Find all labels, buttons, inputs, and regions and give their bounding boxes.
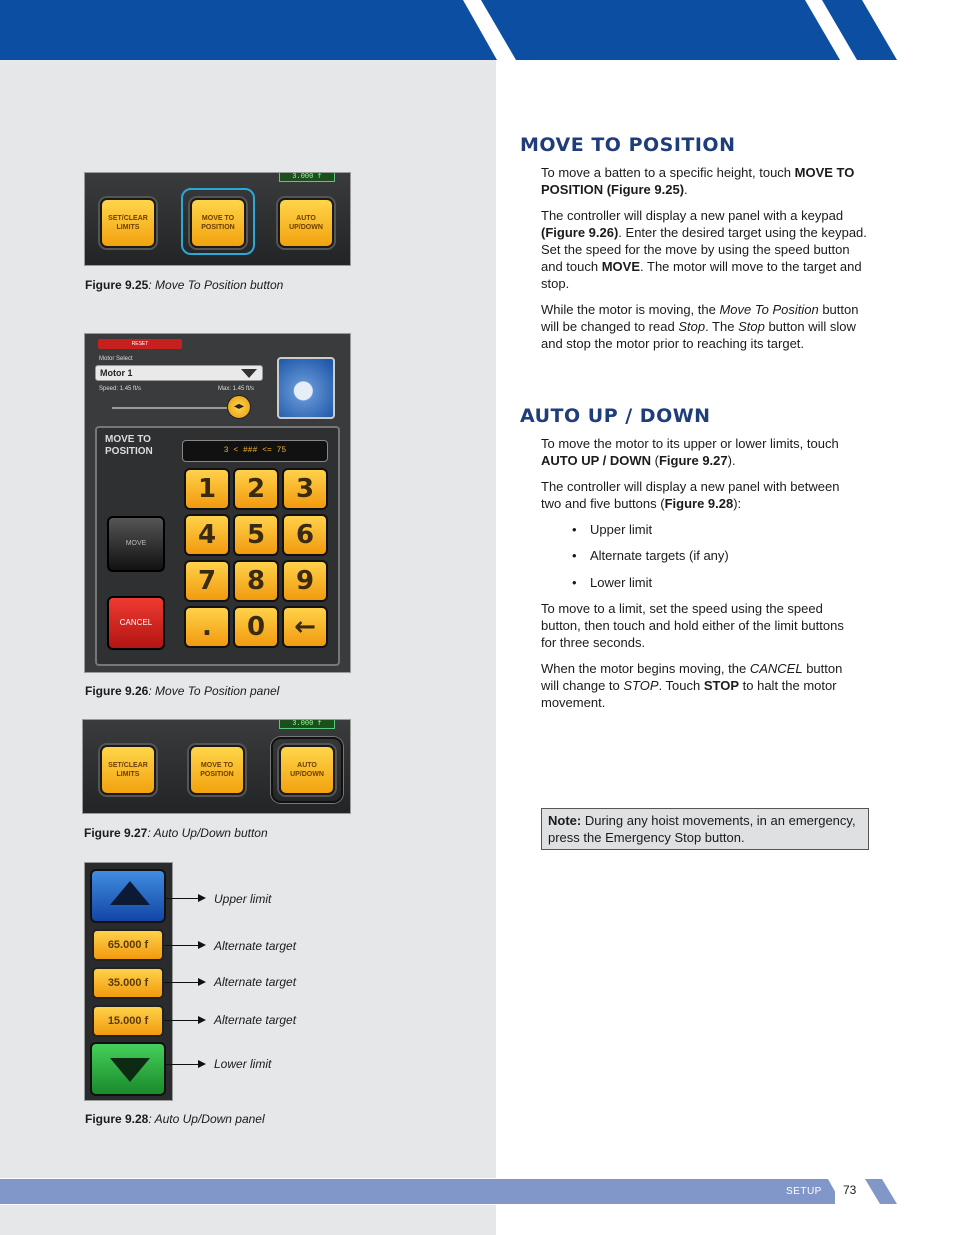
alternate-target-button[interactable]: 15.000 f (92, 1005, 164, 1037)
move-to-position-panel (95, 426, 340, 666)
arrow-right-icon (164, 1064, 204, 1065)
panel-title: MOVE TO POSITION (105, 434, 153, 457)
keypad-key-4[interactable]: 4 (184, 514, 230, 556)
arrow-up-icon (110, 881, 150, 905)
keypad-key-5[interactable]: 5 (233, 514, 279, 556)
figure-9-25-image (84, 172, 351, 266)
max-label: Max: 1.45 ft/s (218, 386, 255, 392)
speed-slider-track[interactable] (112, 407, 242, 409)
paragraph: While the motor is moving, the Move To Position button will be changed to read Stop. The Stop button will slow and stop the motor prior to reaching its target. (541, 302, 859, 351)
figure-9-25-caption (85, 278, 283, 292)
cancel-button[interactable]: CANCEL (107, 596, 165, 650)
caption-text: : Auto Up/Down button (147, 826, 268, 840)
footer-section-label: SETUP (786, 1186, 822, 1197)
bullet-item: • Upper limit (573, 522, 652, 537)
header-band (0, 0, 954, 60)
paragraph: The controller will display a new panel with between two and five buttons (Figure 9.28): (541, 479, 840, 511)
figure-9-27-image (82, 719, 351, 814)
arrow-right-icon (164, 945, 204, 946)
caption-label: Figure 9.26 (85, 684, 149, 698)
alternate-target-label: Alternate target (214, 975, 297, 989)
alternate-target-button[interactable]: 65.000 f (92, 929, 164, 961)
caption-text: : Move To Position button (148, 278, 284, 292)
chevron-down-icon (241, 369, 257, 378)
arrow-down-icon (110, 1058, 150, 1082)
figure-9-27-caption (84, 826, 268, 840)
arrow-right-icon (164, 898, 204, 899)
alternate-target-button[interactable]: 35.000 f (92, 967, 164, 999)
set-clear-limits-button[interactable]: SET/CLEAR LIMITS (100, 198, 156, 248)
keypad-key-2[interactable]: 2 (233, 468, 279, 510)
keypad-key-6[interactable]: 6 (282, 514, 328, 556)
bullet-item: • Lower limit (573, 575, 652, 590)
caption-label: Figure 9.28 (85, 1112, 149, 1126)
arrow-right-icon (164, 982, 204, 983)
move-button[interactable]: MOVE (107, 516, 165, 572)
caption-label: Figure 9.25 (85, 278, 149, 292)
bullet-item: • Alternate targets (if any) (573, 548, 729, 563)
upper-limit-button[interactable] (90, 869, 166, 923)
paragraph: The controller will display a new panel with a keypad (Figure 9.26). Enter the desired target using the keypad. Set the speed for the move by using the speed button and touch MOVE. The motor will move to the target and stop. (541, 208, 867, 291)
move-to-position-button[interactable]: MOVE TO POSITION (190, 198, 246, 248)
page-number: 73 (843, 1183, 857, 1197)
lower-limit-button[interactable] (90, 1042, 166, 1096)
set-clear-limits-button[interactable]: SET/CLEAR LIMITS (100, 745, 156, 795)
note-box (541, 808, 869, 850)
caption-text: : Auto Up/Down panel (148, 1112, 265, 1126)
lower-limit-label: Lower limit (214, 1057, 272, 1071)
position-display: 3.000 f (279, 719, 335, 729)
alternate-target-label: Alternate target (214, 939, 297, 953)
auto-up-down-button[interactable]: AUTO UP/DOWN (279, 745, 335, 795)
caption-label: Figure 9.27 (84, 826, 148, 840)
figure-9-26-caption (85, 684, 279, 698)
keypad-key-9[interactable]: 9 (282, 560, 328, 602)
motor-select-value: Motor 1 (100, 368, 133, 378)
keypad-key-decimal[interactable]: . (184, 606, 230, 648)
paragraph: To move the motor to its upper or lower limits, touch AUTO UP / DOWN (Figure 9.27). (541, 436, 839, 468)
caption-text: : Move To Position panel (148, 684, 280, 698)
backspace-icon[interactable]: ← (282, 606, 328, 648)
auto-up-down-button[interactable]: AUTO UP/DOWN (278, 198, 334, 248)
speed-slider-handle[interactable]: ◂▸ (227, 395, 251, 419)
paragraph: When the motor begins moving, the CANCEL button will change to STOP. Touch STOP to halt the motor movement. (541, 661, 843, 710)
note-label: Note: (548, 813, 582, 828)
position-display: 3.000 f (279, 172, 335, 182)
figure-9-28-caption (85, 1112, 265, 1126)
paragraph: To move to a limit, set the speed using the speed button, then touch and hold either of the limit buttons for three seconds. (541, 601, 844, 650)
speed-label: Speed: 1.45 ft/s (99, 386, 142, 392)
keypad-key-8[interactable]: 8 (233, 560, 279, 602)
arrow-right-icon (164, 1020, 204, 1021)
section-heading-move-to-position: MOVE TO POSITION (520, 134, 736, 156)
move-to-position-button[interactable]: MOVE TO POSITION (189, 745, 245, 795)
paragraph: To move a batten to a specific height, touch MOVE TO POSITION (Figure 9.25). (541, 165, 855, 197)
keypad-key-1[interactable]: 1 (184, 468, 230, 510)
upper-limit-label: Upper limit (214, 892, 272, 906)
keypad-key-3[interactable]: 3 (282, 468, 328, 510)
range-display: 3 < ### <= 75 (182, 440, 328, 462)
keypad-key-7[interactable]: 7 (184, 560, 230, 602)
motor-select-dropdown[interactable] (95, 365, 263, 381)
motor-select-label: Motor Select (99, 356, 133, 362)
alternate-target-label: Alternate target (214, 1013, 297, 1027)
figure-9-26-image (84, 333, 351, 673)
section-heading-auto-up-down: AUTO UP / DOWN (520, 405, 711, 427)
keypad-key-0[interactable]: 0 (233, 606, 279, 648)
reset-button[interactable]: RESET (98, 339, 182, 349)
moon-thumbnail (277, 357, 335, 419)
note-text: During any hoist movements, in an emergency, press the Emergency Stop button. (548, 813, 856, 845)
